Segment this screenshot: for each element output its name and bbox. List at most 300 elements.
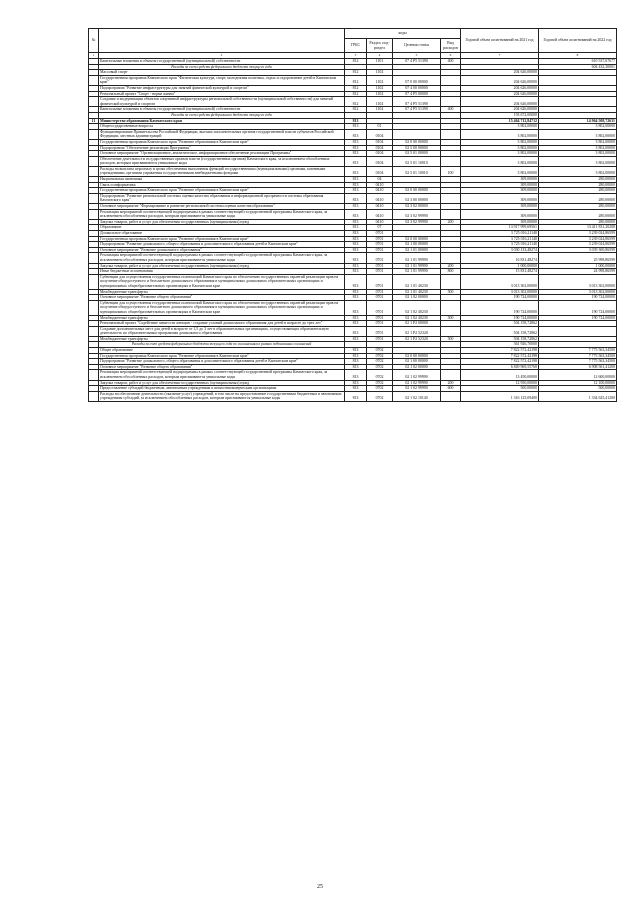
amount-2021-cell: 13 450,00000 [461,370,539,380]
grbs-cell: 812 [345,59,367,65]
item-name-cell: Иные бюджетные ассигнования [99,269,345,275]
amount-2022-cell: 3 802,00000 [539,124,617,130]
amount-2021-cell: 7 822 572,42198 [461,348,539,354]
vr-cell: 400 [441,59,461,65]
rzpr-cell: 0702 [367,364,393,370]
table-row [89,209,617,219]
amount-2022-cell: 190 724,00000 [539,315,617,321]
amount-2021-cell: 309,00000 [461,193,539,203]
grbs-cell: 813 [345,145,367,151]
vr-cell [441,209,461,219]
grbs-cell: 813 [345,336,367,342]
csr-cell: 02 1 01 40230 [393,289,441,295]
item-name-cell: Общегосударственные вопросы [99,124,345,130]
csr-cell: 02 5 00 00000 [393,145,441,151]
grbs-cell: 813 [345,326,367,336]
item-name-cell: Капитальные вложения в объекты государственной (муниципальной) собственности [99,59,345,65]
grbs-cell: 813 [345,295,367,301]
amount-2021-cell: 3 802,00000 [461,145,539,151]
column-number: 1 [89,53,99,59]
vr-cell [441,129,461,139]
column-number: 8 [539,53,617,59]
grbs-cell: 813 [345,156,367,166]
csr-cell: 02 3 02 99990 [393,219,441,225]
csr-cell: 02 1 01 99990 [393,269,441,275]
grbs-cell: 813 [345,204,367,210]
grbs-cell: 813 [345,263,367,269]
rzpr-cell: 0410 [367,204,393,210]
header-csr: Целевая статья [393,39,441,53]
amount-2022-cell: 190 724,00000 [539,300,617,315]
amount-2021-cell: 3 030 133,48274 [461,247,539,253]
amount-2022-cell: 25 998,86599 [539,253,617,263]
item-name-cell: Предоставление субсидий бюджетным, автономным учреждениям и иным некоммерческим организациям [99,386,345,392]
table-row [89,129,617,139]
amount-2022-cell: 280,00000 [539,193,617,203]
amount-2021-cell: 7 822 572,42198 [461,359,539,365]
grbs-cell: 813 [345,124,367,130]
item-name-cell: Межбюджетные трансферты [99,336,345,342]
item-name-cell: Основное мероприятие "Организационное, аналитическое, информационное обеспечение реализации Программы" [99,151,345,157]
amount-2022-cell [539,326,617,336]
amount-2022-cell: 604 432,30001 [539,64,617,70]
grbs-cell: 812 [345,70,367,76]
amount-2022-cell: 500,00000 [539,386,617,392]
grbs-cell: 813 [345,177,367,183]
item-name-cell: Основное мероприятие "Развитие общего образования" [99,364,345,370]
item-name-cell: Региональный проект "Спорт - норма жизни" [99,91,345,97]
item-name-cell: Подпрограмма "Развитие дошкольного, общего образования и дополнительного образования детей в Камчатском крае" [99,242,345,248]
table-row [89,75,617,85]
amount-2022-cell: 610 537,67677 [539,59,617,65]
table-header [89,29,617,59]
grbs-cell: 812 [345,85,367,91]
rzpr-cell: 0701 [367,289,393,295]
csr-cell: 02 1 02 10140 [393,391,441,401]
page-number: 25 [317,884,323,890]
item-name-cell: Государственная программа Камчатского края "Развитие образования в Камчатском крае" [99,139,345,145]
grbs-cell: 813 [345,289,367,295]
item-name-cell: Закупка товаров, работ и услуг для обеспечения государственных (муниципальных) нужд [99,263,345,269]
amount-2021-cell: 7 822 572,42198 [461,353,539,359]
csr-cell: 02 5 01 00000 [393,151,441,157]
column-number: 7 [461,53,539,59]
item-name-cell: Общее образование [99,348,345,354]
item-name-cell: Реализация мероприятий соответствующей подпрограммы в рамках соответствующей государственной программы Камчатского края, за исключением обособленных расходов, которым присваиваются уникальные коды [99,253,345,263]
grbs-cell: 813 [345,231,367,237]
amount-2022-cell: 280,00000 [539,204,617,210]
table-row [89,97,617,107]
csr-cell: 02 5 01 10010 [393,156,441,166]
amount-2022-cell: 24 998,86599 [539,269,617,275]
item-name-cell: Государственная программа Камчатского края "Развитие образования в Камчатском крае" [99,188,345,194]
vr-cell [441,370,461,380]
rzpr-cell: 0702 [367,380,393,386]
amount-2022-cell: 13 411 831,20208 [539,225,617,231]
grbs-cell: 813 [345,380,367,386]
rzpr-cell: 1102 [367,85,393,91]
amount-2021-cell: 3 013 302,00000 [461,289,539,295]
header-no: № [89,29,99,53]
vr-cell [441,300,461,315]
item-name-cell: Государственная программа Камчатского края "Развитие образования в Камчатском крае" [99,236,345,242]
rzpr-cell: 0701 [367,263,393,269]
amount-2022-cell: 3 802,00000 [539,129,617,139]
csr-cell: 02 1 P2 00000 [393,321,441,327]
amount-2022-cell [539,97,617,107]
grbs-cell: 813 [345,300,367,315]
amount-2022-cell: 3 802,00000 [539,166,617,176]
csr-cell: 07 4 00 00000 [393,85,441,91]
amount-2022-cell: 3 802,00000 [539,151,617,157]
row-number-cell [89,370,99,380]
amount-2021-cell: 204 626,00000 [461,97,539,107]
vr-cell [441,391,461,401]
grbs-cell: 813 [345,118,367,124]
rzpr-cell: 0701 [367,300,393,315]
rzpr-cell: 0701 [367,269,393,275]
vr-cell: 600 [441,386,461,392]
grbs-cell: 813 [345,209,367,219]
header-grbs: ГРБС [345,39,367,53]
csr-cell: 02 1 02 00000 [393,364,441,370]
item-name-cell: Создание дополнительных мест для детей в возрасте от 1,5 до 3 лет в образовательных организациях, осуществляющих образовательную деятельность по образовательным программам дошкольного образования [99,326,345,336]
item-name-cell: Государственная программа Камчатского края "Развитие образования в Камчатском крае" [99,353,345,359]
row-number-cell [89,391,99,401]
csr-cell: 02 3 02 00000 [393,204,441,210]
amount-2022-cell: 3 802,00000 [539,156,617,166]
grbs-cell: 813 [345,225,367,231]
grbs-cell: 813 [345,359,367,365]
header-rzpr: Раздел, под-раздел [367,39,393,53]
row-number-cell: 11 [89,118,99,124]
vr-cell [441,253,461,263]
item-name-cell: Основное мероприятие "Развитие дошкольного образования" [99,247,345,253]
amount-2021-cell: 204 626,00000 [461,75,539,85]
column-number: 3 [345,53,367,59]
row-number-cell [89,300,99,315]
rzpr-cell: 0104 [367,129,393,139]
csr-cell: 02 1 01 40230 [393,274,441,289]
rzpr-cell: 0410 [367,182,393,188]
grbs-cell: 813 [345,391,367,401]
amount-2022-cell: 280,00000 [539,182,617,188]
vr-cell [441,193,461,203]
amount-2021-cell: 204 626,00000 [461,91,539,97]
amount-2022-cell: 12 100,00000 [539,380,617,386]
rzpr-cell: 07 [367,225,393,231]
item-name-cell: Массовый спорт [99,70,345,76]
csr-cell: 02 1 01 00000 [393,247,441,253]
amount-2021-cell: 16 831,48274 [461,253,539,263]
grbs-cell: 813 [345,274,367,289]
amount-2022-cell: 3 239 024,86599 [539,236,617,242]
rzpr-cell: 0701 [367,247,393,253]
amount-2021-cell: 309,00000 [461,209,539,219]
rzpr-cell: 0104 [367,139,393,145]
rzpr-cell: 0701 [367,242,393,248]
item-name-cell: Региональный проект "Содействие занятости женщин - создание условий дошкольного образования для детей в возрасте до трех лет" [99,321,345,327]
grbs-cell: 813 [345,193,367,203]
grbs-cell: 813 [345,242,367,248]
amount-2022-cell [539,75,617,85]
amount-2022-cell: 3 039 300,86599 [539,247,617,253]
header-name [99,29,345,53]
vr-cell [441,326,461,336]
item-name-cell: Функционирование Правительства Российской Федерации, высших исполнительных органов государственной власти субъектов Российской Федерации, местных администраций [99,129,345,139]
grbs-cell: 813 [345,129,367,139]
amount-2021-cell: 309,00000 [461,177,539,183]
item-name-cell: Межбюджетные трансферты [99,289,345,295]
rzpr-cell: 0702 [367,370,393,380]
item-name-cell: Национальная экономика [99,177,345,183]
amount-2022-cell: 3 013 302,00000 [539,274,617,289]
csr-cell: 07 0 00 00000 [393,75,441,85]
rzpr-cell: 0701 [367,321,393,327]
amount-2021-cell: 3 802,00000 [461,156,539,166]
amount-2021-cell: 15 831,48274 [461,269,539,275]
column-number: 4 [367,53,393,59]
rzpr-cell: 0104 [367,151,393,157]
csr-cell: 02 1 02 99990 [393,380,441,386]
table-row [89,166,617,176]
item-name-cell: Основное мероприятие "Формирование и развитие региональной системы оценки качества образования" [99,204,345,210]
amount-2021-cell: 309,00000 [461,188,539,194]
csr-cell: 02 1 P2 52320 [393,326,441,336]
amount-2021-cell: 190 724,00000 [461,295,539,301]
grbs-cell: 812 [345,97,367,107]
note-text: Расходы за счет средств федерального бюджета текущего года по соглашениям в рамках подписанных соглашений [99,342,345,348]
grbs-cell: 813 [345,364,367,370]
vr-cell: 200 [441,263,461,269]
amount-2021-cell: 190 724,00000 [461,315,539,321]
amount-2021-cell: 500,00000 [461,386,539,392]
csr-cell: 02 0 00 00000 [393,236,441,242]
note-text: Расходы за счет средств федерального бюджета текущего года [99,64,345,70]
csr-cell: 02 0 00 00000 [393,353,441,359]
amount-2021-cell: 204 626,00000 [461,107,539,113]
csr-cell: 02 1 02 99990 [393,386,441,392]
amount-2022-cell: 12 600,00000 [539,370,617,380]
rzpr-cell: 0410 [367,188,393,194]
item-name-cell: Министерство образования Камчатского края [99,118,345,124]
amount-2021-cell: 3 725 016,21140 [461,231,539,237]
header-2022: Годовой объем ассигнований на 2022 год [539,29,617,53]
header-2021: Годовой объем ассигнований на 2021 год [461,29,539,53]
csr-cell [393,129,441,139]
table-row [89,253,617,263]
amount-2021-cell: 204 626,00000 [461,70,539,76]
rzpr-cell: 0104 [367,156,393,166]
csr-cell: 02 1 02 99990 [393,370,441,380]
item-name-cell: Расходы на обеспечение деятельности (оказание услуг) учреждений, в том числе на предоставление государственным бюджетным и автономным учреждениям субсидий, за исключением обособленных расходов, которым присваиваются уникальные коды [99,391,345,401]
rzpr-cell: 0702 [367,391,393,401]
item-name-cell: Подпрограмма "Обеспечение реализации Программы" [99,145,345,151]
header-vr: Вид расходов [441,39,461,53]
row-number-cell [89,75,99,85]
table-row [89,193,617,203]
table-row [89,391,617,401]
amount-2021-cell: 3 725 016,21140 [461,236,539,242]
rzpr-cell: 1102 [367,107,393,113]
amount-2022-cell: 3 239 024,86599 [539,242,617,248]
amount-2021-cell: 6 849 969,55768 [461,364,539,370]
table-row [89,300,617,315]
rzpr-cell: 0702 [367,359,393,365]
csr-cell: 02 3 02 99990 [393,209,441,219]
vr-cell: 200 [441,380,461,386]
rzpr-cell: 01 [367,124,393,130]
csr-cell: 02 1 02 40230 [393,300,441,315]
item-name-cell: Межбюджетные трансферты [99,315,345,321]
csr-cell: 02 1 P2 52320 [393,336,441,342]
item-name-cell: Связь и информатика [99,182,345,188]
table-row [89,156,617,166]
vr-cell: 500 [441,336,461,342]
rzpr-cell: 1102 [367,75,393,85]
item-name-cell: Расходы на выплаты персоналу в целях обеспечения выполнения функций государственными (муниципальными) органами, казенными учреждениями, органами управления государственными внебюджетными фондами [99,166,345,176]
amount-2021-cell: 3 802,00000 [461,139,539,145]
rzpr-cell: 1102 [367,97,393,107]
grbs-cell: 813 [345,321,367,327]
row-number-cell [89,129,99,139]
rzpr-cell: 0104 [367,145,393,151]
amount-2022-cell: 280,00000 [539,177,617,183]
row-number-cell [89,326,99,336]
rzpr-cell: 0702 [367,386,393,392]
csr-cell: 02 1 00 00000 [393,359,441,365]
grbs-cell: 813 [345,348,367,354]
header-codes: коды [345,29,461,39]
amount-2022-cell: 280,00000 [539,188,617,194]
csr-cell: 02 5 01 10010 [393,166,441,176]
amount-2021-cell: 504 158,72862 [461,336,539,342]
amount-2021-cell: 1 316 125,09400 [461,391,539,401]
amount-2022-cell: 7 775 563,34500 [539,348,617,354]
rzpr-cell: 04 [367,177,393,183]
grbs-cell: 813 [345,151,367,157]
grbs-cell: 812 [345,75,367,85]
csr-cell: 02 0 00 00000 [393,139,441,145]
amount-2021-cell: 204 626,00000 [461,85,539,91]
amount-2021-cell: 12 950,00000 [461,380,539,386]
grbs-cell: 813 [345,188,367,194]
rzpr-cell: 0701 [367,315,393,321]
csr-cell: 02 1 02 40230 [393,315,441,321]
row-number-cell [89,156,99,166]
amount-2021-cell: 504 158,72862 [461,326,539,336]
csr-cell: 02 0 00 00000 [393,188,441,194]
csr-cell: 02 1 00 00000 [393,242,441,248]
rzpr-cell: 0701 [367,326,393,336]
vr-cell [441,75,461,85]
grbs-cell: 813 [345,236,367,242]
grbs-cell: 813 [345,219,367,225]
vr-cell: 400 [441,107,461,113]
item-name-cell: Закупка товаров, работ и услуг для обеспечения государственных (муниципальных) нужд [99,219,345,225]
rzpr-cell: 0701 [367,236,393,242]
item-name-cell: Субвенции для осуществления государственных полномочий Камчатского края по обеспечению государственных гарантий реализации прав на получение общедоступного и бесплатного дошкольного образования в муниципальных дошкольных образовательных организациях и муниципальных общеобразовательных организациях в Камчатском крае [99,274,345,289]
vr-cell: 500 [441,289,461,295]
column-number: 2 [99,53,345,59]
item-name-cell: Государственная программа Камчатского края "Физическая культура, спорт, молодежная политика, отдых и оздоровление детей в Камчатском крае" [99,75,345,85]
vr-cell [441,156,461,166]
rzpr-cell: 0701 [367,231,393,237]
item-name-cell: Закупка товаров, работ и услуг для обеспечения государственных (муниципальных) нужд [99,380,345,386]
item-name-cell: Основное мероприятие "Развитие общего образования" [99,295,345,301]
amount-2021-cell: 190 724,00000 [461,300,539,315]
amount-2021-cell: 13 917 999,69561 [461,225,539,231]
table-row [89,326,617,336]
amount-2022-cell: 3 013 302,00000 [539,289,617,295]
column-number: 5 [393,53,441,59]
grbs-cell: 813 [345,182,367,188]
item-name-cell: Подпрограмма "Развитие дошкольного, общего образования и дополнительного образования детей в Камчатском крае" [99,359,345,365]
row-number-cell [89,274,99,289]
budget-table [88,28,617,402]
column-number: 6 [441,53,461,59]
rzpr-cell: 0701 [367,336,393,342]
amount-2022-cell: 280,00000 [539,209,617,219]
amount-2021-cell: 3 802,00000 [461,166,539,176]
table-row [89,274,617,289]
rzpr-cell: 1102 [367,70,393,76]
amount-2021-cell: 1 000,00000 [461,263,539,269]
row-number-cell [89,253,99,263]
grbs-cell: 813 [345,269,367,275]
item-name-cell: Обеспечение деятельности государственных органов власти (государственных органов) Камчатского края, за исключением обособленных расходов, которым присваиваются уникальные коды [99,156,345,166]
vr-cell [441,97,461,107]
row-number-cell [89,193,99,203]
csr-cell: 07 4 P5 51390 [393,59,441,65]
vr-cell: 800 [441,269,461,275]
amount-2021-cell: 3 802,00000 [461,124,539,130]
csr-cell: 02 1 01 99990 [393,253,441,263]
table-row [89,370,617,380]
grbs-cell: 813 [345,386,367,392]
vr-cell: 200 [441,219,461,225]
item-name-cell: Образование [99,225,345,231]
item-name-cell: Капитальные вложения в объекты государственной (муниципальной) собственности [99,107,345,113]
item-name-cell: Реализация мероприятий соответствующей подпрограммы в рамках соответствующей государственной программы Камчатского края, за исключением обособленных расходов, которым присваиваются уникальные коды [99,370,345,380]
amount-2022-cell: 280,00000 [539,219,617,225]
note-text: Расходы за счет средств федерального бюджета текущего года [99,112,345,118]
amount-2021-cell: 361 926,70000 [461,342,539,348]
amount-2021-cell: 3 013 302,00000 [461,274,539,289]
rzpr-cell: 0702 [367,353,393,359]
amount-2022-cell: 1 334 625,41200 [539,391,617,401]
grbs-cell: 812 [345,91,367,97]
rzpr-cell: 0701 [367,253,393,263]
vr-cell [441,274,461,289]
amount-2022-cell: 14 964 508,72631 [539,118,617,124]
csr-cell: 07 4 P5 00000 [393,91,441,97]
item-name-cell: Подпрограмма "Развитие инфраструктуры для занятий физической культурой и спортом" [99,85,345,91]
grbs-cell: 813 [345,253,367,263]
vr-cell: 500 [441,315,461,321]
grbs-cell: 812 [345,107,367,113]
vr-cell: 100 [441,166,461,176]
csr-cell: 07 4 P5 51390 [393,97,441,107]
row-number-cell [89,97,99,107]
grbs-cell: 813 [345,370,367,380]
table-body [89,59,617,402]
amount-2022-cell: 3 239 024,86599 [539,231,617,237]
amount-2022-cell: 3 802,00000 [539,145,617,151]
amount-2022-cell: 3 802,00000 [539,139,617,145]
amount-2021-cell: 3 802,00000 [461,151,539,157]
item-name-cell: Субвенции для осуществления государственных полномочий Камчатского края по обеспечению государственных гарантий реализации прав на получение общедоступного и бесплатного дошкольного образования в муниципальных дошкольных образовательных организациях и муниципальных общеобразовательных организациях в Камчатском крае [99,300,345,315]
